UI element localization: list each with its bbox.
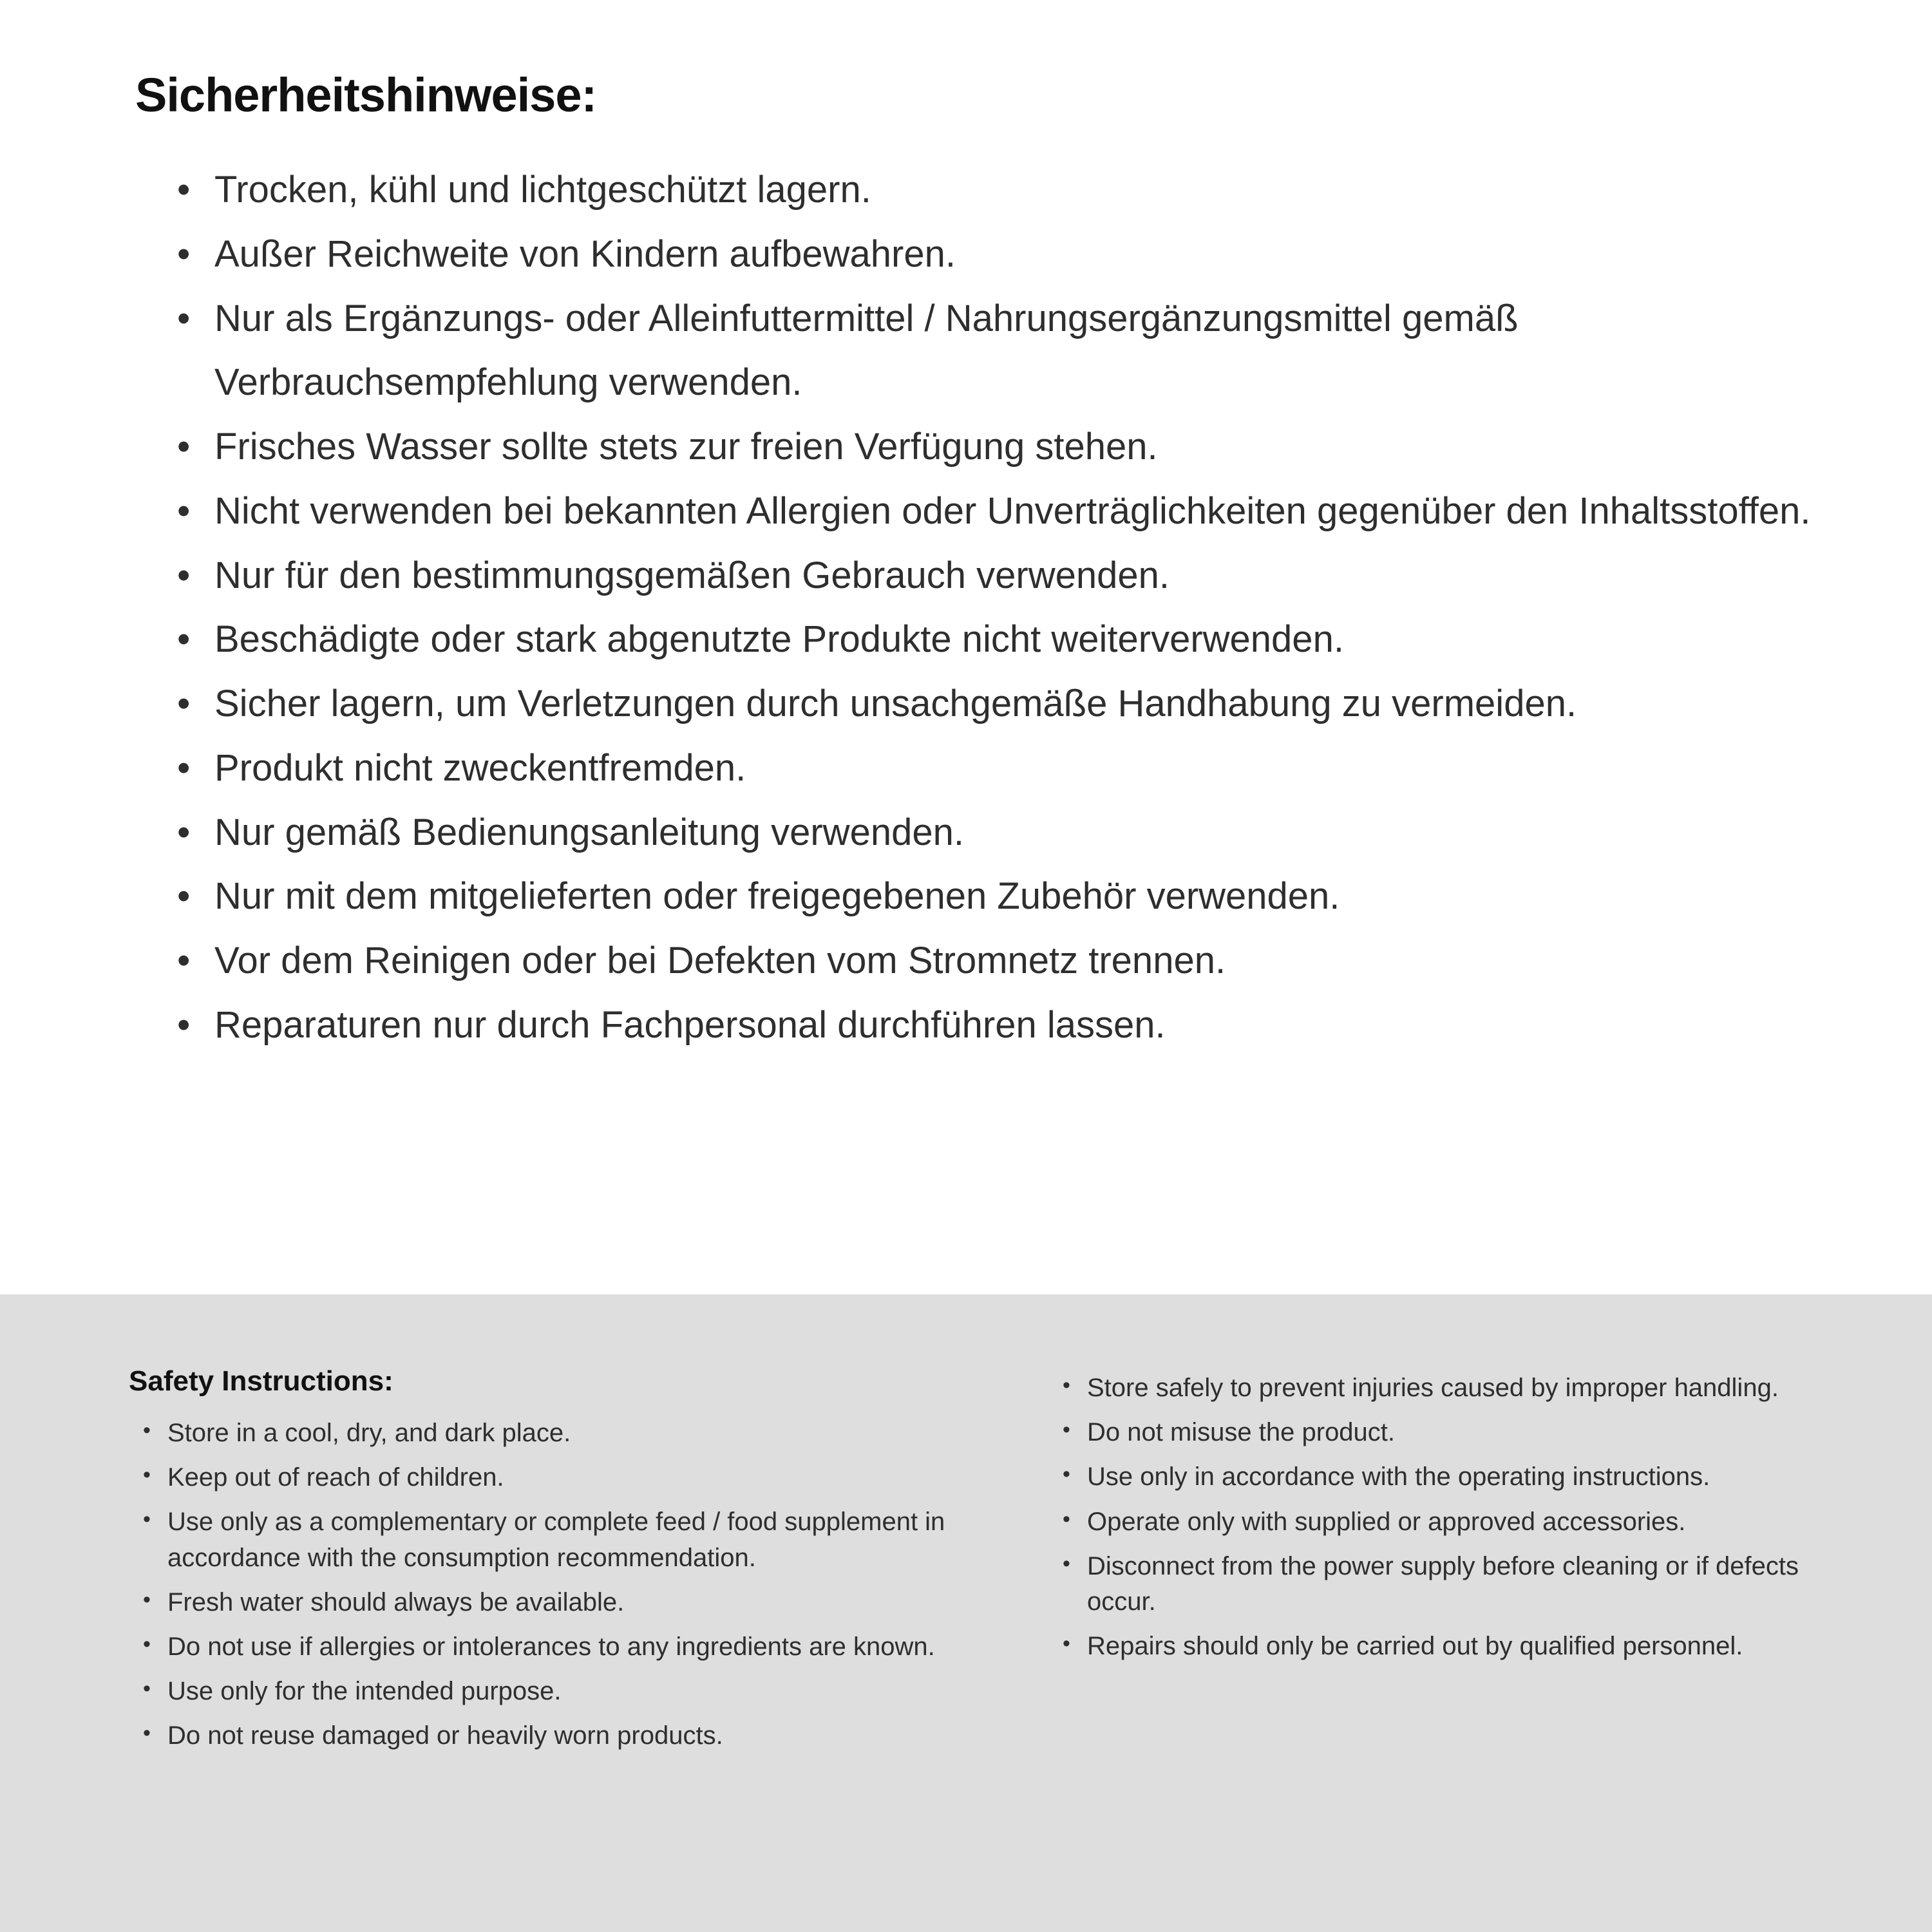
list-item: • Außer Reichweite von Kindern aufbewahren. [177,222,1816,287]
list-item: • Do not misuse the product. [1063,1415,1810,1450]
german-heading: Sicherheitshinweise: [135,68,597,122]
list-item: • Beschädigte oder stark abgenutzte Produkte nicht weiterverwenden. [177,607,1816,672]
english-left-column [129,1365,972,1932]
list-item: • Nur mit dem mitgelieferten oder freigegebenen Zubehör verwenden. [177,864,1816,929]
list-item: • Do not use if allergies or intolerances to any ingredients are known. [143,1629,972,1665]
english-right-column [1063,1365,1810,1932]
english-heading: Safety Instructions: [129,1365,393,1397]
list-item: • Vor dem Reinigen oder bei Defekten vom Stromnetz trennen. [177,929,1816,993]
english-left-list [129,1416,972,1754]
list-item: • Sicher lagern, um Verletzungen durch unsachgemäße Handhabung zu vermeiden. [177,672,1816,736]
list-item: • Repairs should only be carried out by qualified personnel. [1063,1629,1810,1664]
list-item: • Use only as a complementary or complete feed / food supplement in accordance with the consumption recommendation. [143,1504,972,1575]
english-right-list [1063,1370,1810,1664]
list-item: • Fresh water should always be available. [143,1585,972,1620]
list-item: • Do not reuse damaged or heavily worn products. [143,1718,972,1754]
english-safety-section [0,1294,1932,1932]
list-item: • Nicht verwenden bei bekannten Allergien oder Unverträglichkeiten gegenüber den Inhaltsstoffen. [177,479,1816,544]
list-item: • Frisches Wasser sollte stets zur freien Verfügung stehen. [177,415,1816,479]
german-safety-list [135,158,1816,1057]
list-item: • Store in a cool, dry, and dark place. [143,1416,972,1451]
list-item: • Use only for the intended purpose. [143,1674,972,1709]
list-item: • Trocken, kühl und lichtgeschützt lagern. [177,158,1816,222]
list-item: • Nur als Ergänzungs- oder Alleinfuttermittel / Nahrungsergänzungsmittel gemäß Verbrauchsempfehlung verwenden. [177,287,1816,415]
list-item: • Keep out of reach of children. [143,1460,972,1495]
list-item: • Nur gemäß Bedienungsanleitung verwenden. [177,800,1816,865]
list-item: • Produkt nicht zweckentfremden. [177,736,1816,800]
list-item: • Nur für den bestimmungsgemäßen Gebrauch verwenden. [177,544,1816,608]
list-item: • Disconnect from the power supply before cleaning or if defects occur. [1063,1549,1810,1620]
list-item: • Use only in accordance with the operating instructions. [1063,1459,1810,1495]
list-item: • Store safely to prevent injuries caused by improper handling. [1063,1370,1810,1406]
list-item: • Operate only with supplied or approved accessories. [1063,1504,1810,1540]
list-item: • Reparaturen nur durch Fachpersonal durchführen lassen. [177,993,1816,1057]
